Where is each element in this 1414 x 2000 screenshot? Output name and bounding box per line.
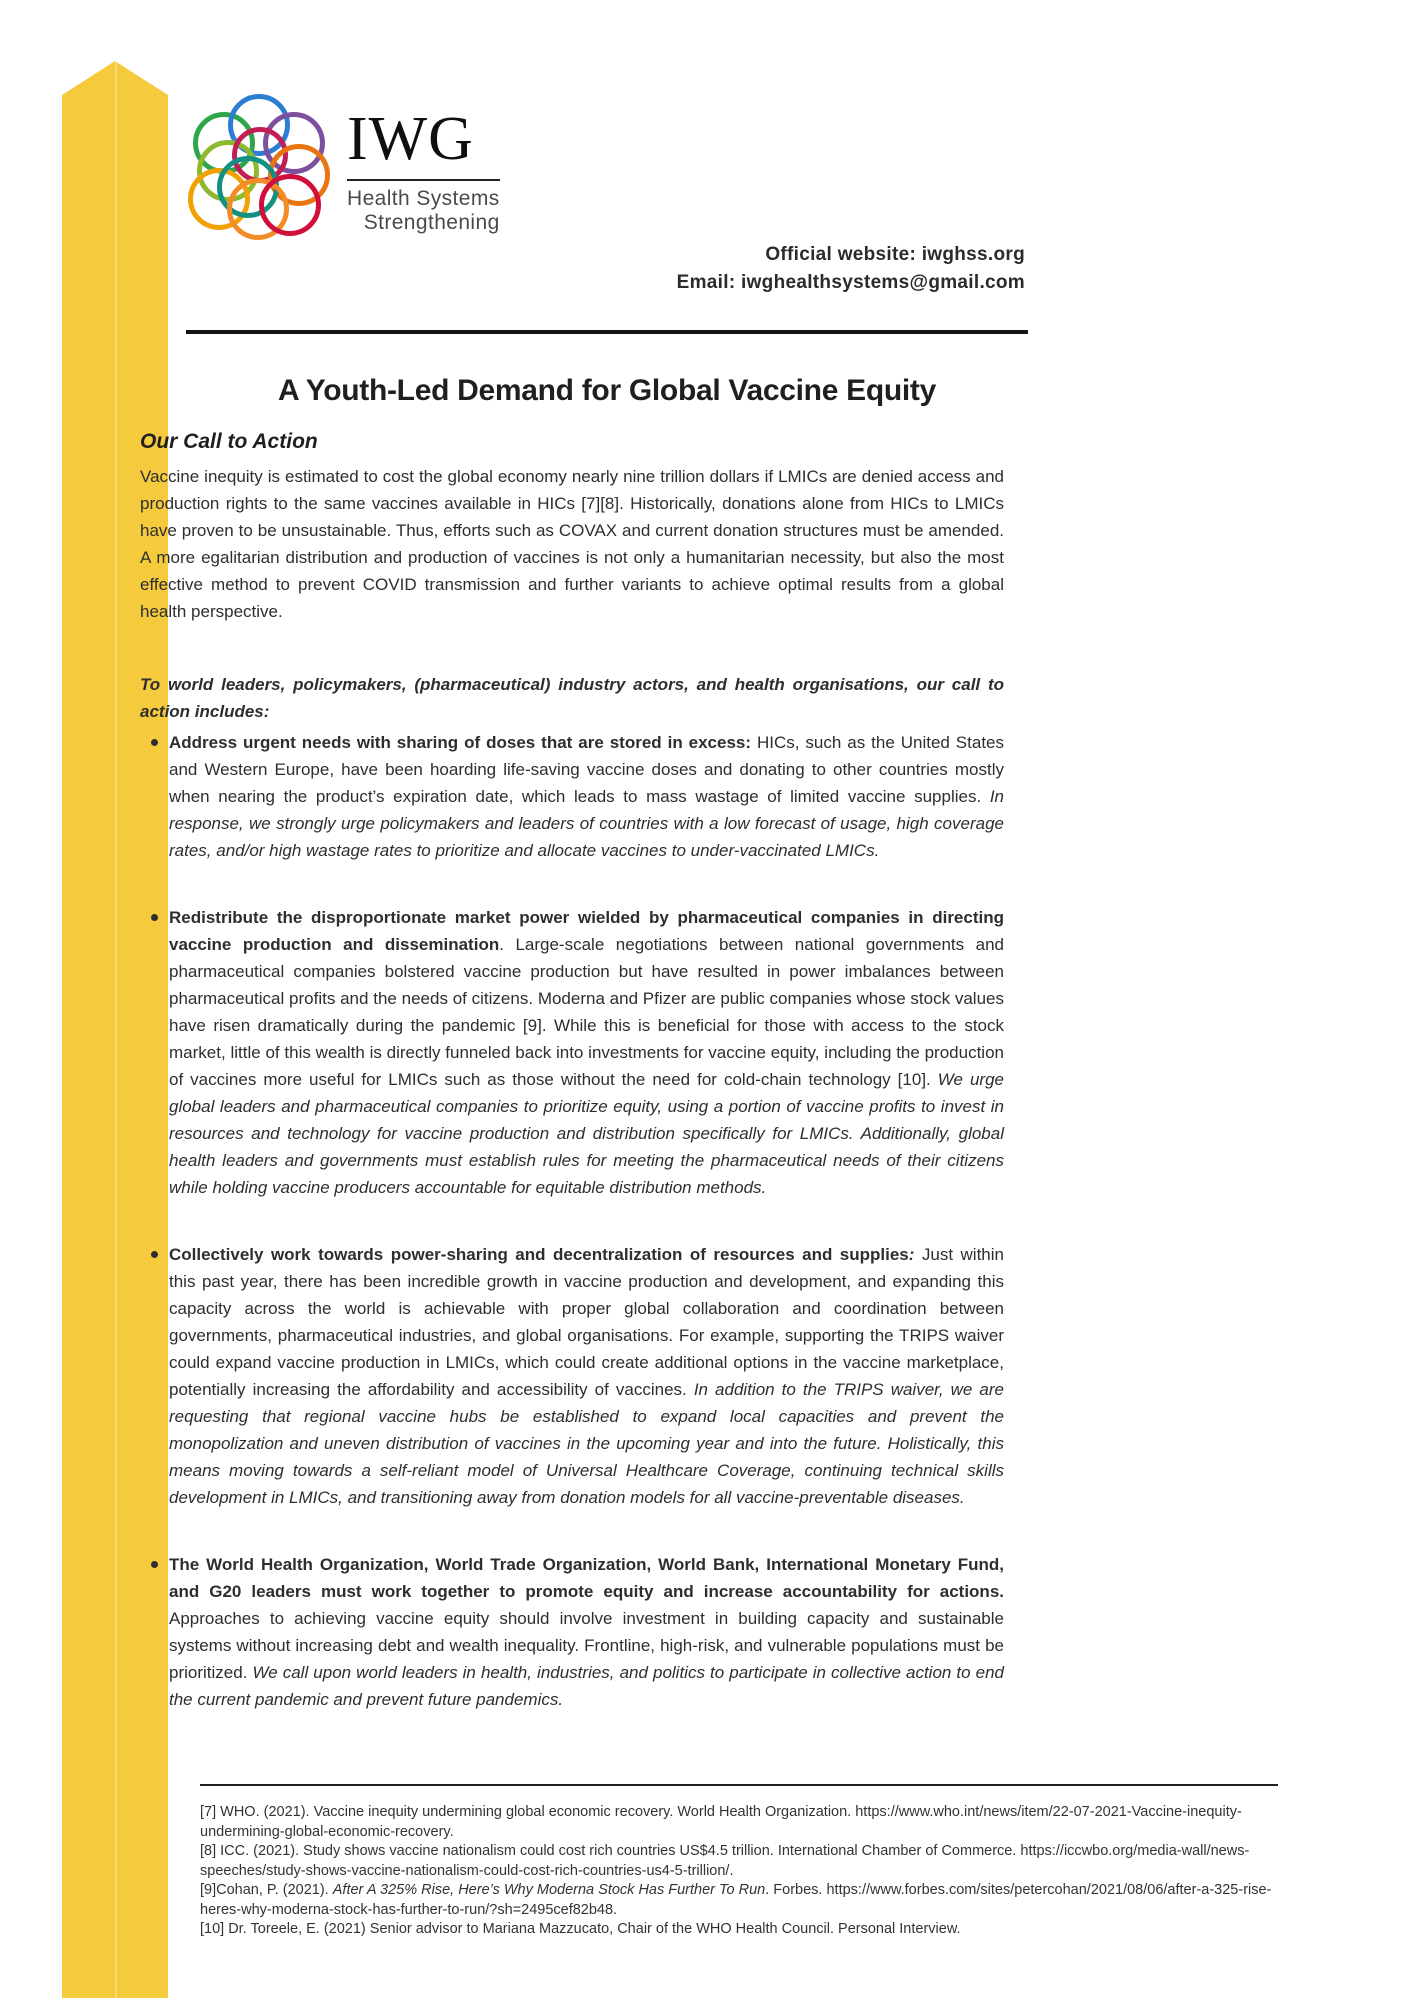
text-run: [8] ICC. (2021). Study shows vaccine nationalism could cost rich countries US$4.5 trillion. International Chamber of Commerce. https://iccwbo.org/media-wall/news-speeches/study-shows-vaccine-nationalism-could-cost-rich-countries-us4-5-trillion/. xyxy=(200,1843,1250,1879)
text-run: . Large-scale negotiations between national governments and pharmaceutical companies bolstered vaccine production but have resulted in power imbalances between pharmaceutical profits and the needs of citizens. Moderna and Pfizer are public companies whose stock values have risen dramatically during the pandemic [9]. While this is beneficial for those with access to the stock market, little of this wealth is directly funneled back into investments for vaccine equity, including the production of vaccines more useful for LMICs such as those without the need for cold-chain technology [10]. xyxy=(169,935,1004,1089)
email-text: Email: iwghealthsystems@gmail.com xyxy=(676,272,1025,293)
text-run: We urge global leaders and pharmaceutical companies to prioritize equity, using a portion of vaccine profits to invest in resources and technology for vaccine production and distribution specifically for LMICs. Additionally, global health leaders and governments must establish rules for meeting the pharmaceutical needs of their citizens while holding vaccine producers accountable for equitable distribution methods. xyxy=(169,1070,1004,1197)
text-run: Address urgent needs with sharing of doses that are stored in excess: xyxy=(169,733,757,752)
footnote-8 xyxy=(200,1842,1278,1881)
text-run: [7] WHO. (2021). Vaccine inequity undermining global economic recovery. World Health Organization. https://www.who.int/news/item/22-07-2021-Vaccine-inequity-undermining-global-economic-recovery. xyxy=(200,1804,1242,1840)
text-run: Just within this past year, there has been incredible growth in vaccine production and development, and expanding this capacity across the world is achievable with proper global collaboration and coordination between governments, pharmaceutical industries, and global organisations. For example, supporting the TRIPS waiver could expand vaccine production in LMICs, which could create additional options in the vaccine marketplace, potentially increasing the affordability and accessibility of vaccines. xyxy=(169,1245,1004,1399)
bullet-list xyxy=(140,729,1004,1713)
footnote-9 xyxy=(200,1881,1278,1920)
footnotes-section xyxy=(200,1784,1278,1940)
bullet-item-doses xyxy=(140,729,1004,864)
main-content xyxy=(140,370,1004,1713)
text-run: Redistribute the disproportionate market power wielded by pharmaceutical companies in directing vaccine production and dissemination xyxy=(169,908,1004,954)
text-run: The World Health Organization, World Trade Organization, World Bank, International Monetary Fund, and G20 leaders must work together to promote equity and increase accountability for actions. xyxy=(169,1555,1004,1601)
website-text: Official website: iwghss.org xyxy=(765,244,1025,265)
logo-divider xyxy=(347,179,500,181)
iwg-logo-icon xyxy=(183,90,335,242)
intro-paragraph: Vaccine inequity is estimated to cost the global economy nearly nine trillion dollars if LMICs are denied access and production rights to the same vaccines available in HICs [7][8]. Historically, donations alone from HICs to LMICs have proven to be unsustainable. Thus, efforts such as COVAX and current donation structures must be amended. A more egalitarian distribution and production of vaccines is not only a humanitarian necessity, but also the most effective method to prevent COVID transmission and further variants to achieve optimal results from a global health perspective. xyxy=(140,467,1004,621)
bullet-marker-icon xyxy=(151,1251,158,1258)
bullet-item-market-power xyxy=(140,904,1004,1201)
logo-ring-icon xyxy=(259,174,321,236)
bullet-text-doses xyxy=(169,733,1004,860)
bullet-item-power-sharing xyxy=(140,1241,1004,1511)
text-run: : xyxy=(908,1245,922,1264)
header-divider xyxy=(186,330,1028,334)
text-run: Approaches to achieving vaccine equity should involve investment in building capacity and sustainable systems without increasing debt and wealth inequality. Frontline, high-risk, and vulnerable populations must be prioritized. xyxy=(169,1609,1004,1682)
text-run: After A 325% Rise, Here’s Why Moderna Stock Has Further To Run xyxy=(332,1882,766,1898)
contact-block xyxy=(677,241,1025,297)
text-run: [9]Cohan, P. (2021). xyxy=(200,1882,333,1898)
bullet-item-organizations xyxy=(140,1551,1004,1713)
page-title: A Youth-Led Demand for Global Vaccine Equity xyxy=(277,374,936,407)
footnote-7 xyxy=(200,1803,1278,1842)
text-run: HICs, such as the United States and Western Europe, have been hoarding life-saving vaccine doses and donating to other countries mostly when nearing the product’s expiration date, which leads to mass wastage of limited vaccine supplies. xyxy=(169,733,1004,806)
text-run: [10] Dr. Toreele, E. (2021) Senior advisor to Mariana Mazzucato, Chair of the WHO Health Council. Personal Interview. xyxy=(200,1921,961,1937)
section-heading: Our Call to Action xyxy=(140,430,318,453)
bullet-text-power-sharing xyxy=(169,1245,1004,1507)
text-run: To world leaders, policymakers, (pharmaceutical) industry actors, and health organisations, our call to action includes: xyxy=(140,675,1004,721)
text-run: In addition to the TRIPS waiver, we are requesting that regional vaccine hubs be established to expand local capacities and prevent the monopolization and uneven distribution of vaccines in the upcoming year and into the future. Holistically, this means moving towards a self-reliant model of Universal Healthcare Coverage, continuing technical skills development in LMICs, and transitioning away from donation models for all vaccine-preventable diseases. xyxy=(169,1380,1005,1507)
bullet-marker-icon xyxy=(151,914,158,921)
text-run: Collectively work towards power-sharing and decentralization of resources and supplies xyxy=(169,1245,909,1264)
text-run: We call upon world leaders in health, industries, and politics to participate in collective action to end the current pandemic and prevent future pandemics. xyxy=(169,1663,1005,1709)
bullet-marker-icon xyxy=(151,739,158,746)
logo-wordmark: IWG xyxy=(347,105,474,173)
bullet-text-market-power xyxy=(169,908,1004,1197)
logo-subtitle-line1: Health Systems xyxy=(347,187,500,210)
logo-subtitle-line2: Strengthening xyxy=(363,211,500,234)
call-to-action-lead xyxy=(140,671,1004,725)
header xyxy=(183,90,500,242)
text-run: . Forbes. https://www.forbes.com/sites/petercohan/2021/08/06/after-a-325-rise-heres-why-moderna-stock-has-further-to-run/?sh=2495cef82b48. xyxy=(200,1882,1272,1918)
bullet-marker-icon xyxy=(151,1561,158,1568)
footnote-10 xyxy=(200,1920,1278,1940)
bullet-text-organizations xyxy=(169,1555,1004,1709)
text-run: In response, we strongly urge policymakers and leaders of countries with a low forecast of usage, high coverage rates, and/or high wastage rates to prioritize and allocate vaccines to under-vaccinated LMICs. xyxy=(169,787,1004,860)
logo-text xyxy=(347,90,500,235)
